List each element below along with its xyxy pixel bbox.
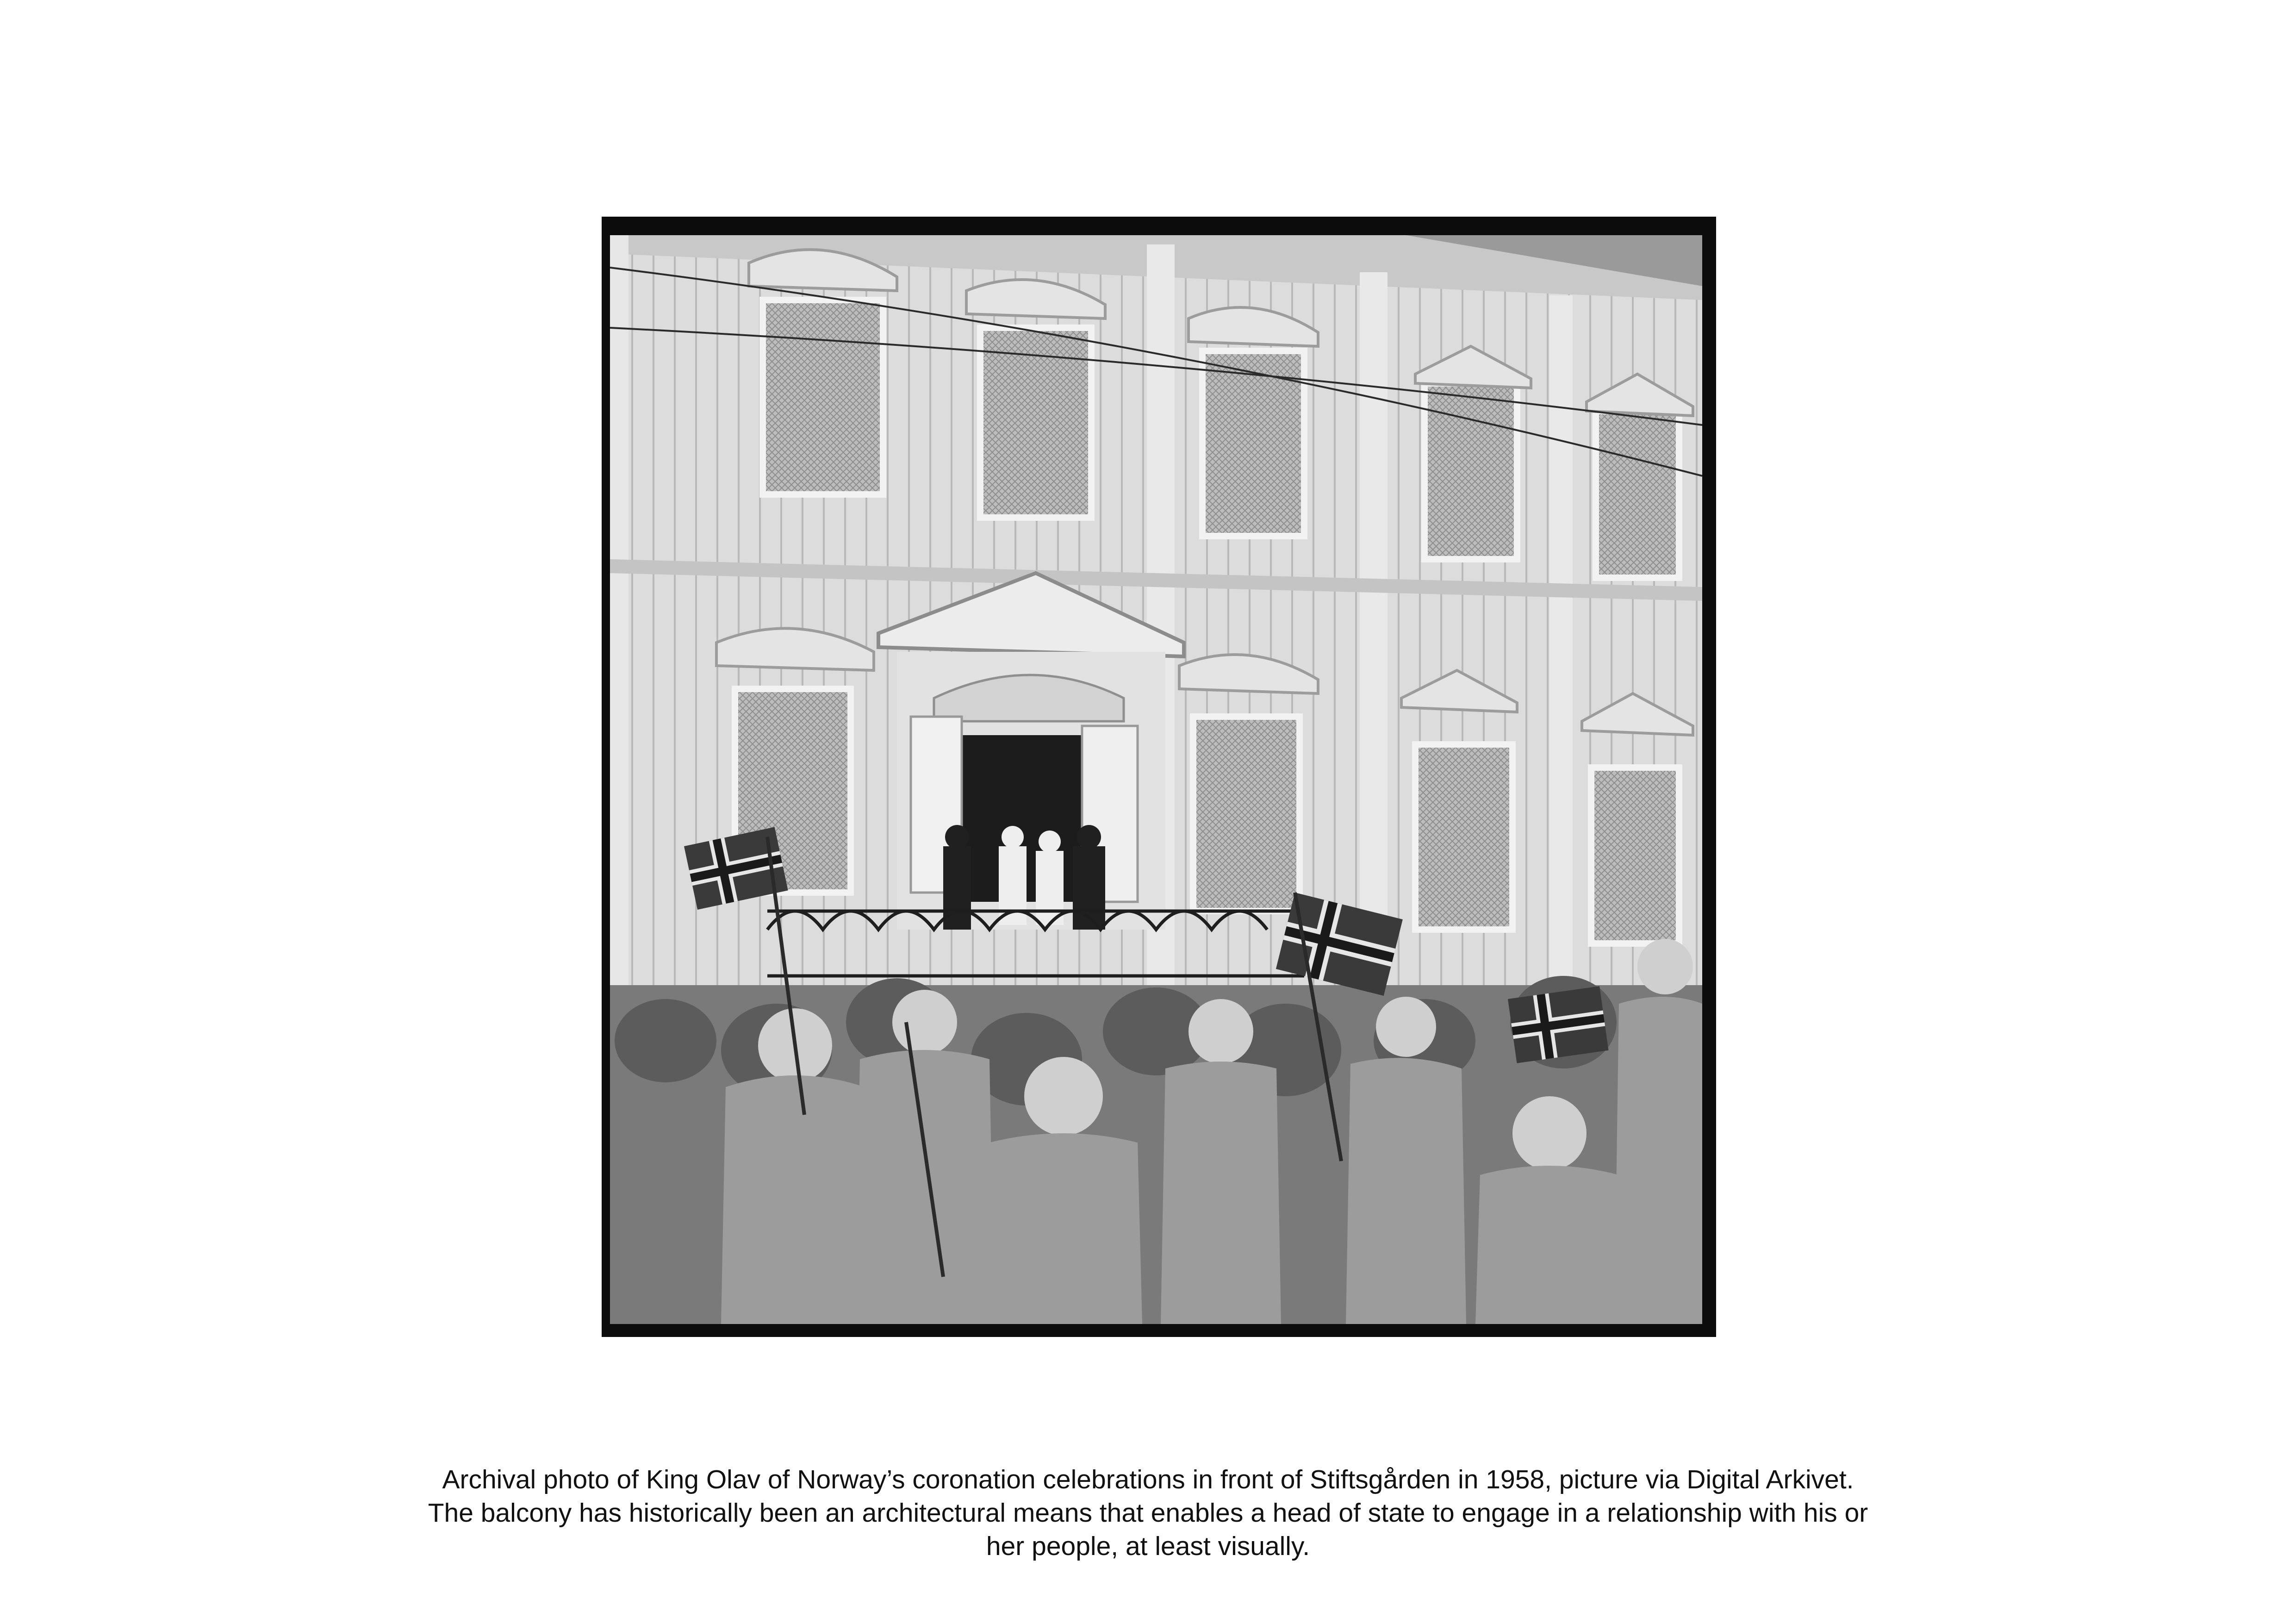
photo-frame [602, 217, 1716, 1337]
photo-caption: Archival photo of King Olav of Norway’s coronation celebrations in front of Stiftsgården in 1958, picture via Digital Arkivet. The balcony has historically been an architectural means that enables a head of state to engage in a relationship with his or her people, at least visually. [428, 1465, 1868, 1561]
archival-photo [610, 235, 1702, 1324]
archival-photo-image [610, 235, 1702, 1324]
